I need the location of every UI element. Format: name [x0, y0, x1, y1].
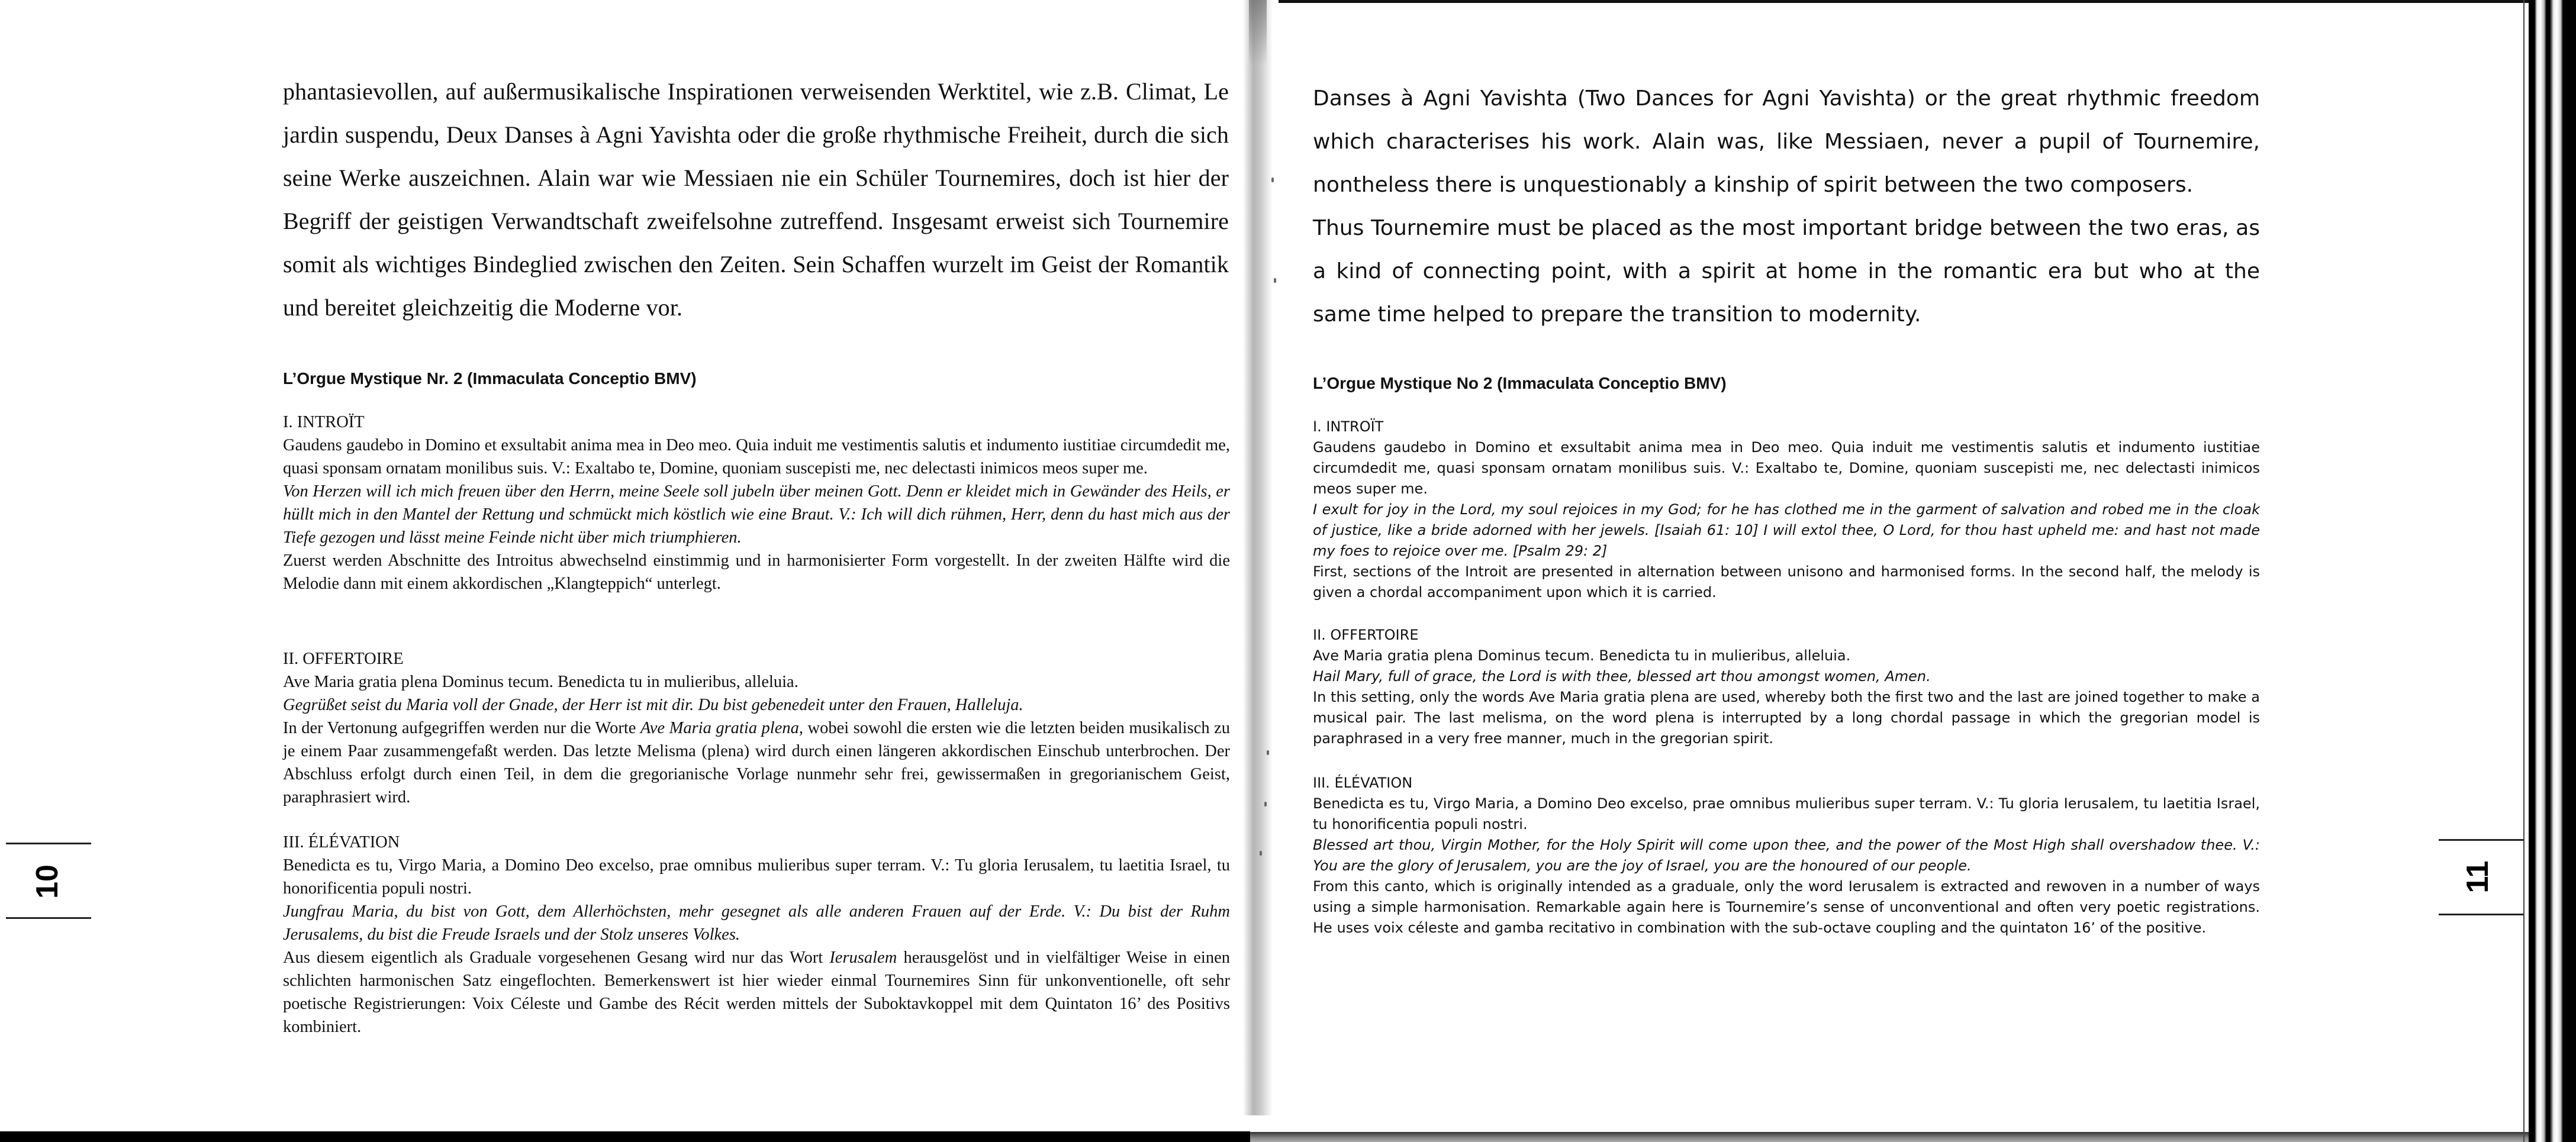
- commentary-part: , wobei sowohl die ersten wie die letzten beiden musikalisch zu je einem Paar zusammengefaßt werden. Das letzte Melisma (plena) wird durch einen längeren akkordischen Einschub unterbrochen. Der Abschluss erfolgt durch einen Teil, in dem die gregorianische Vorlage nunmehr sehr frei, gewissermaßen in gregorianischem Geist, paraphrasiert wird.: [283, 719, 1230, 807]
- page-number: 10: [30, 864, 65, 899]
- scan-speck: [1260, 851, 1262, 856]
- scan-speck: [1271, 178, 1274, 182]
- movement-heading: II. OFFERTOIRE: [283, 650, 404, 668]
- page-number: 11: [2461, 860, 2495, 893]
- commentary-text: In this setting, only the words Ave Maria gratia plena are used, whereby both the first two and the last are joined together to make a musical pair. The last melisma, on the word plena is interrupted by a long chordal passage in which the gregorian model is paraphrased in a very free manner, much in the gregorian spirit.: [1313, 689, 2260, 747]
- left-page: [0, 0, 1254, 1142]
- scan-speck: [1264, 802, 1267, 807]
- movement-offertoire-en: [1313, 625, 2260, 749]
- commentary-text: [283, 717, 1230, 809]
- rule-bottom: [2439, 914, 2524, 915]
- scan-edge-top: [1279, 0, 2545, 3]
- latin-text: Gaudens gaudebo in Domino et exsultabit anima mea in Deo meo. Quia induit me vestimentis salutis et indumento iustitiae circumdedit me, quasi sponsam ornatam monilibus suis. V.: Exaltabo te, Domine, quoniam suscepisti me, nec delectasti inimicos meos super me.: [1313, 439, 2260, 497]
- movement-elevation-en: [1313, 773, 2260, 938]
- commentary-emphasis: Ierusalem: [829, 949, 897, 967]
- section-title-de: L’Orgue Mystique Nr. 2 (Immaculata Conceptio BMV): [283, 369, 697, 388]
- scan-edge-right: [2529, 0, 2576, 1142]
- scan-edge-bottom-left: [0, 1131, 1250, 1142]
- latin-text: Ave Maria gratia plena Dominus tecum. Benedicta tu in mulieribus, alleluia.: [283, 673, 798, 691]
- rule-top: [2439, 839, 2524, 841]
- translation-text: I exult for joy in the Lord, my soul rejoices in my God; for he has clothed me in the garment of salvation and robed me in the cloak of justice, like a bride adorned with her jewels. [Isaiah 61: 10] I will extol thee, O Lord, for thou hast upheld me: and hast not made my foes to rejoice over me. [Psalm 29: 2]: [1313, 501, 2260, 559]
- translation-text: Jungfrau Maria, du bist von Gott, dem Allerhöchsten, mehr gesegnet als alle anderen Frauen auf der Erde. V.: Du bist der Ruhm Jerusalems, du bist die Freude Israels und der Stolz unseres Volkes.: [283, 902, 1230, 944]
- latin-text: Benedicta es tu, Virgo Maria, a Domino Deo excelso, prae omnibus mulieribus super terram. V.: Tu gloria Ierusalem, tu laetitia Israel, tu honorificentia populi nostri.: [1313, 795, 2260, 833]
- lead-paragraphs-en: [1313, 77, 2260, 336]
- scan-edge-bottom-right: [1250, 1132, 2540, 1142]
- lead-paragraph-de: phantasievollen, auf außermusikalische Inspirationen verweisenden Werktitel, wie z.B. Climat, Le jardin suspendu, Deux Danses à Agni Yavishta oder die große rhythmische Freiheit, durch die sich seine Werke auszeichnen. Alain war wie Messiaen nie ein Schüler Tournemires, doch ist hier der Begriff der geistigen Verwandtschaft zweifelsohne zutreffend. Insgesamt erweist sich Tournemire somit als wichtiges Bindeglied zwischen den Zeiten. Sein Schaffen wurzelt im Geist der Romantik und bereitet gleichzeitig die Moderne vor.: [283, 78, 1229, 321]
- translation-text: Gegrüßet seist du Maria voll der Gnade, der Herr ist mit dir. Du bist gebenedeit unter den Frauen, Halleluja.: [283, 696, 1023, 714]
- commentary-text: [283, 946, 1230, 1038]
- movement-heading: I. INTROÏT: [283, 413, 365, 431]
- rule-top: [6, 843, 91, 844]
- commentary-part: Aus diesem eigentlich als Graduale vorgesehenen Gesang wird nur das Wort: [283, 949, 830, 967]
- page-number-marker-right: [2437, 834, 2526, 941]
- latin-text: Benedicta es tu, Virgo Maria, a Domino Deo excelso, prae omnibus mulieribus super terram. V.: Tu gloria Ierusalem, tu laetitia Israel, tu honorificentia populi nostri.: [283, 856, 1230, 898]
- movement-elevation-de: [283, 831, 1230, 1038]
- commentary-emphasis: Ave Maria gratia plena: [640, 719, 799, 737]
- section-title-en: L’Orgue Mystique No 2 (Immaculata Conceptio BMV): [1313, 374, 1727, 392]
- lead-paragraph-en-1: Danses à Agni Yavishta (Two Dances for Agni Yavishta) or the great rhythmic freedom which characterises his work. Alain was, like Messiaen, never a pupil of Tournemire, nontheless there is unquestionably a kinship of spirit between the two composers.: [1313, 86, 2260, 197]
- translation-text: Hail Mary, full of grace, the Lord is with thee, blessed art thou amongst women, Amen.: [1313, 668, 1931, 685]
- translation-text: Blessed art thou, Virgin Mother, for the Holy Spirit will come upon thee, and the power of the Most High shall overshadow thee. V.: You are the glory of Jerusalem, you are the joy of Israel, you are the honoured of our people.: [1313, 837, 2260, 874]
- lead-paragraph-en-2: Thus Tournemire must be placed as the most important bridge between the two eras, as a kind of connecting point, with a spirit at home in the romantic era but who at the same time helped to prepare the transition to modernity.: [1313, 216, 2260, 327]
- commentary-text: Zuerst werden Abschnitte des Introitus abwechselnd einstimmig und in harmonisierter Form vorgestellt. In der zweiten Hälfte wird die Melodie dann mit einem akkordischen „Klangteppich“ unterlegt.: [283, 551, 1230, 593]
- page-number-marker-left: [0, 817, 95, 923]
- page-edge-line: [2523, 0, 2525, 1142]
- latin-text: Gaudens gaudebo in Domino et exsultabit anima mea in Deo meo. Quia induit me vestimentis salutis et indumento iustitiae circumdedit me, quasi sponsam ornatam monilibus suis. V.: Exaltabo te, Domine, quoniam suscepisti me, nec delectasti inimicos meos super me.: [283, 436, 1230, 478]
- commentary-text: First, sections of the Introit are presented in alternation between unisono and harmonised forms. In the second half, the melody is given a chordal accompaniment upon which it is carried.: [1313, 563, 2260, 601]
- commentary-part: In der Vertonung aufgegriffen werden nur die Worte: [283, 719, 640, 737]
- rule-bottom: [6, 917, 91, 919]
- translation-text: Von Herzen will ich mich freuen über den Herrn, meine Seele soll jubeln über meinen Gott. Denn er kleidet mich in Gewänder des Heils, er hüllt mich in den Mantel der Rettung und schmückt mich köstlich wie eine Braut. V.: Ich will dich rühmen, Herr, denn du hast mich aus der Tiefe gezogen und lässt meine Feinde nicht über mich triumphieren.: [283, 482, 1230, 547]
- movement-offertoire-de: [283, 647, 1230, 809]
- latin-text: Ave Maria gratia plena Dominus tecum. Benedicta tu in mulieribus, alleluia.: [1313, 647, 1851, 664]
- book-gutter-shadow: [1243, 0, 1273, 1115]
- movement-introit-de: [283, 411, 1230, 595]
- scan-speck: [1274, 278, 1276, 283]
- scan-speck: [1267, 750, 1269, 755]
- movement-heading: I. INTROÏT: [1313, 418, 1384, 435]
- movement-introit-en: [1313, 417, 2260, 603]
- commentary-part: herausgelöst und in vielfältiger Weise in einen schlichten harmonischen Satz eingeflochten. Bemerkenswert ist hier wieder einmal Tournemires Sinn für unkonventionelle, oft sehr poetische Registrierungen: Voix Céleste und Gambe des Récit werden mittels der Suboktavkoppel mit dem Quintaton 16’ des Positivs kombiniert.: [283, 949, 1230, 1036]
- movement-heading: III. ÉLÉVATION: [1313, 775, 1413, 791]
- gutter-top-shadow: [1249, 0, 1267, 65]
- movement-heading: III. ÉLÉVATION: [283, 833, 400, 851]
- commentary-text: From this canto, which is originally intended as a graduale, only the word Ierusalem is extracted and rewoven in a number of ways using a simple harmonisation. Remarkable again here is Tournemire’s sense of unconventional and often very poetic registrations. He uses voix céleste and gamba recitativo in combination with the sub-octave coupling and the quintaton 16’ of the positive.: [1313, 878, 2260, 936]
- movement-heading: II. OFFERTOIRE: [1313, 627, 1419, 643]
